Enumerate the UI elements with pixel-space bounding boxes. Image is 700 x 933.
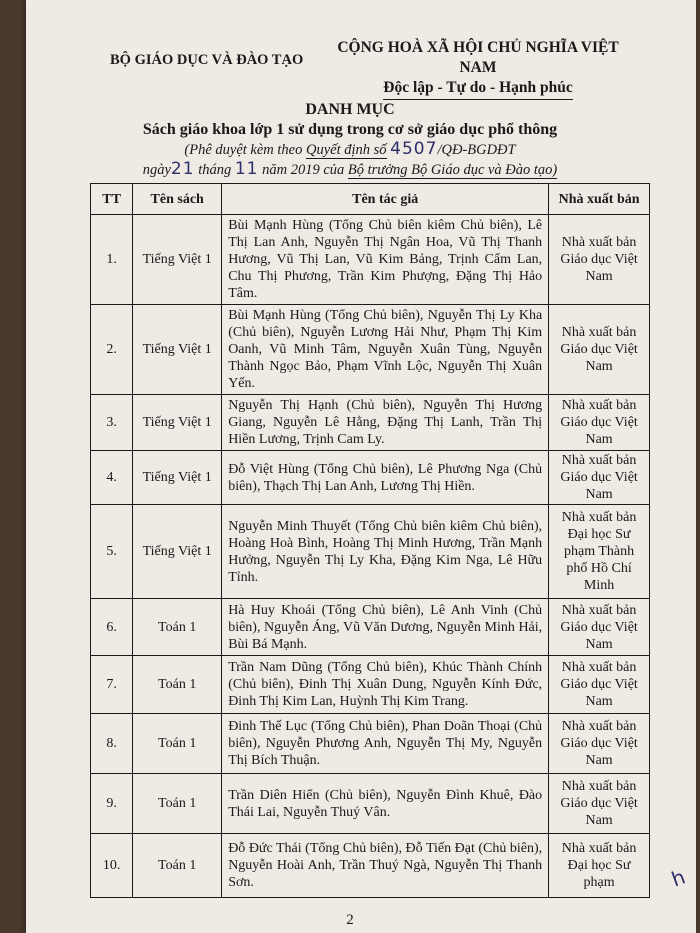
row-authors: Đỗ Đức Thái (Tổng Chủ biên), Đỗ Tiến Đạt (Chủ biên), Nguyễn Hoài Anh, Trần Thuý Ngà, Nguyễn Thị Thanh Sơn. bbox=[222, 834, 549, 898]
ministry-name: BỘ GIÁO DỤC VÀ ĐÀO TẠO bbox=[110, 52, 304, 68]
row-authors: Nguyễn Minh Thuyết (Tổng Chủ biên kiêm Chủ biên), Hoàng Hoà Bình, Hoàng Thị Minh Hương, Trần Mạnh Hưởng, Nguyễn Thị Ly Kha, Đặng Kim Nga, Lê Hữu Tỉnh. bbox=[222, 505, 549, 599]
table-row bbox=[91, 714, 650, 774]
row-tt: 3. bbox=[91, 395, 133, 451]
row-publisher: Nhà xuất bản Đại học Sư phạm Thành phố Hồ Chí Minh bbox=[549, 505, 650, 599]
table-row bbox=[91, 834, 650, 898]
table-row bbox=[91, 656, 650, 714]
row-book-name: Toán 1 bbox=[133, 599, 222, 656]
row-tt: 5. bbox=[91, 505, 133, 599]
row-book-name: Toán 1 bbox=[133, 774, 222, 834]
national-header bbox=[318, 38, 638, 100]
table-row bbox=[91, 505, 650, 599]
row-book-name: Tiếng Việt 1 bbox=[133, 505, 222, 599]
table-row bbox=[91, 451, 650, 505]
col-header-tt: TT bbox=[91, 184, 133, 215]
row-authors: Trần Nam Dũng (Tổng Chủ biên), Khúc Thành Chính (Chủ biên), Đinh Thị Xuân Dung, Nguyễn Kính Đức, Đinh Thị Kim Lan, Huỳnh Thị Kim Trang. bbox=[222, 656, 549, 714]
row-authors: Đỗ Việt Hùng (Tổng Chủ biên), Lê Phương Nga (Chủ biên), Thạch Thị Lan Anh, Lương Thị Hiền. bbox=[222, 451, 549, 505]
row-publisher: Nhà xuất bản Giáo dục Việt Nam bbox=[549, 599, 650, 656]
national-motto: Độc lập - Tự do - Hạnh phúc bbox=[383, 78, 572, 100]
date-line bbox=[60, 160, 640, 180]
row-publisher: Nhà xuất bản Giáo dục Việt Nam bbox=[549, 215, 650, 305]
row-tt: 9. bbox=[91, 774, 133, 834]
col-header-book-name: Tên sách bbox=[133, 184, 222, 215]
approval-prefix: (Phê duyệt kèm theo bbox=[184, 142, 303, 158]
table-row bbox=[91, 215, 650, 305]
table-row bbox=[91, 774, 650, 834]
day-prefix: ngày bbox=[142, 162, 171, 178]
row-authors: Hà Huy Khoái (Tổng Chủ biên), Lê Anh Vinh (Chủ biên), Nguyễn Áng, Vũ Văn Dương, Nguyễn Minh Hải, Bùi Bá Mạnh. bbox=[222, 599, 549, 656]
row-publisher: Nhà xuất bản Giáo dục Việt Nam bbox=[549, 395, 650, 451]
row-publisher: Nhà xuất bản Giáo dục Việt Nam bbox=[549, 305, 650, 395]
col-header-publisher: Nhà xuất bản bbox=[549, 184, 650, 215]
row-authors: Nguyễn Thị Hạnh (Chủ biên), Nguyễn Thị Hương Giang, Nguyễn Lê Hằng, Đặng Thị Lanh, Trần Thị Hiền Lương, Trịnh Cam Ly. bbox=[222, 395, 549, 451]
textbook-table bbox=[90, 183, 650, 898]
row-tt: 10. bbox=[91, 834, 133, 898]
row-publisher: Nhà xuất bản Giáo dục Việt Nam bbox=[549, 451, 650, 505]
month-label: tháng bbox=[198, 162, 232, 178]
table-row bbox=[91, 599, 650, 656]
row-authors: Đinh Thế Lục (Tổng Chủ biên), Phan Doãn Thoại (Chủ biên), Nguyễn Phương Anh, Nguyễn Thị My, Nguyễn Thị Bích Thuận. bbox=[222, 714, 549, 774]
title-line-2: Sách giáo khoa lớp 1 sử dụng trong cơ sở giáo dục phổ thông bbox=[142, 121, 558, 138]
document-title bbox=[60, 100, 640, 180]
row-tt: 6. bbox=[91, 599, 133, 656]
row-tt: 8. bbox=[91, 714, 133, 774]
row-authors: Bùi Mạnh Hùng (Tổng Chủ biên kiêm Chủ biên), Lê Thị Lan Anh, Nguyễn Thị Ngân Hoa, Vũ Thị Thanh Hương, Vũ Thị Lan, Vũ Kim Bảng, Trịnh Cẩm Lan, Chu Thị Phương, Trần Kim Phượng, Đặng Thị Hảo Tâm. bbox=[222, 215, 549, 305]
day-value: 21 bbox=[170, 159, 195, 179]
decision-suffix: /QĐ-BGDĐT bbox=[437, 142, 516, 158]
row-tt: 2. bbox=[91, 305, 133, 395]
row-publisher: Nhà xuất bản Giáo dục Việt Nam bbox=[549, 656, 650, 714]
page-number: 2 bbox=[346, 912, 354, 928]
row-book-name: Toán 1 bbox=[133, 834, 222, 898]
row-authors: Bùi Mạnh Hùng (Tổng Chủ biên), Nguyễn Thị Ly Kha (Chủ biên), Nguyễn Lương Hải Như, Phạm Thị Kim Oanh, Vũ Minh Tâm, Nguyễn Xuân Tùng, Nguyễn Thành Ngọc Bảo, Phạm Vĩnh Lộc, Nguyễn Thị Xuân Yến. bbox=[222, 305, 549, 395]
row-book-name: Tiếng Việt 1 bbox=[133, 215, 222, 305]
row-book-name: Tiếng Việt 1 bbox=[133, 395, 222, 451]
row-tt: 7. bbox=[91, 656, 133, 714]
title-line-1: DANH MỤC bbox=[305, 101, 395, 118]
decision-label: Quyết định số bbox=[306, 142, 387, 158]
row-tt: 4. bbox=[91, 451, 133, 505]
col-header-authors: Tên tác giả bbox=[222, 184, 549, 215]
approval-line bbox=[60, 140, 640, 160]
row-publisher: Nhà xuất bản Giáo dục Việt Nam bbox=[549, 774, 650, 834]
row-publisher: Nhà xuất bản Đại học Sư phạm bbox=[549, 834, 650, 898]
row-book-name: Tiếng Việt 1 bbox=[133, 451, 222, 505]
row-book-name: Toán 1 bbox=[133, 714, 222, 774]
table-row bbox=[91, 395, 650, 451]
row-authors: Trần Diên Hiển (Chủ biên), Nguyễn Đình Khuê, Đào Thái Lai, Nguyễn Thuý Vân. bbox=[222, 774, 549, 834]
table-header-row bbox=[91, 184, 650, 215]
authority: Bộ trưởng Bộ Giáo dục và Đào tạo) bbox=[347, 162, 558, 178]
row-tt: 1. bbox=[91, 215, 133, 305]
decision-number: 4507 bbox=[390, 139, 438, 159]
handwritten-initial: h bbox=[668, 864, 689, 892]
year-text: năm 2019 của bbox=[262, 162, 345, 178]
table-row bbox=[91, 305, 650, 395]
month-value: 11 bbox=[234, 159, 259, 179]
row-book-name: Tiếng Việt 1 bbox=[133, 305, 222, 395]
row-publisher: Nhà xuất bản Giáo dục Việt Nam bbox=[549, 714, 650, 774]
country-name: CỘNG HOÀ XÃ HỘI CHỦ NGHĨA VIỆT NAM bbox=[337, 39, 619, 76]
row-book-name: Toán 1 bbox=[133, 656, 222, 714]
